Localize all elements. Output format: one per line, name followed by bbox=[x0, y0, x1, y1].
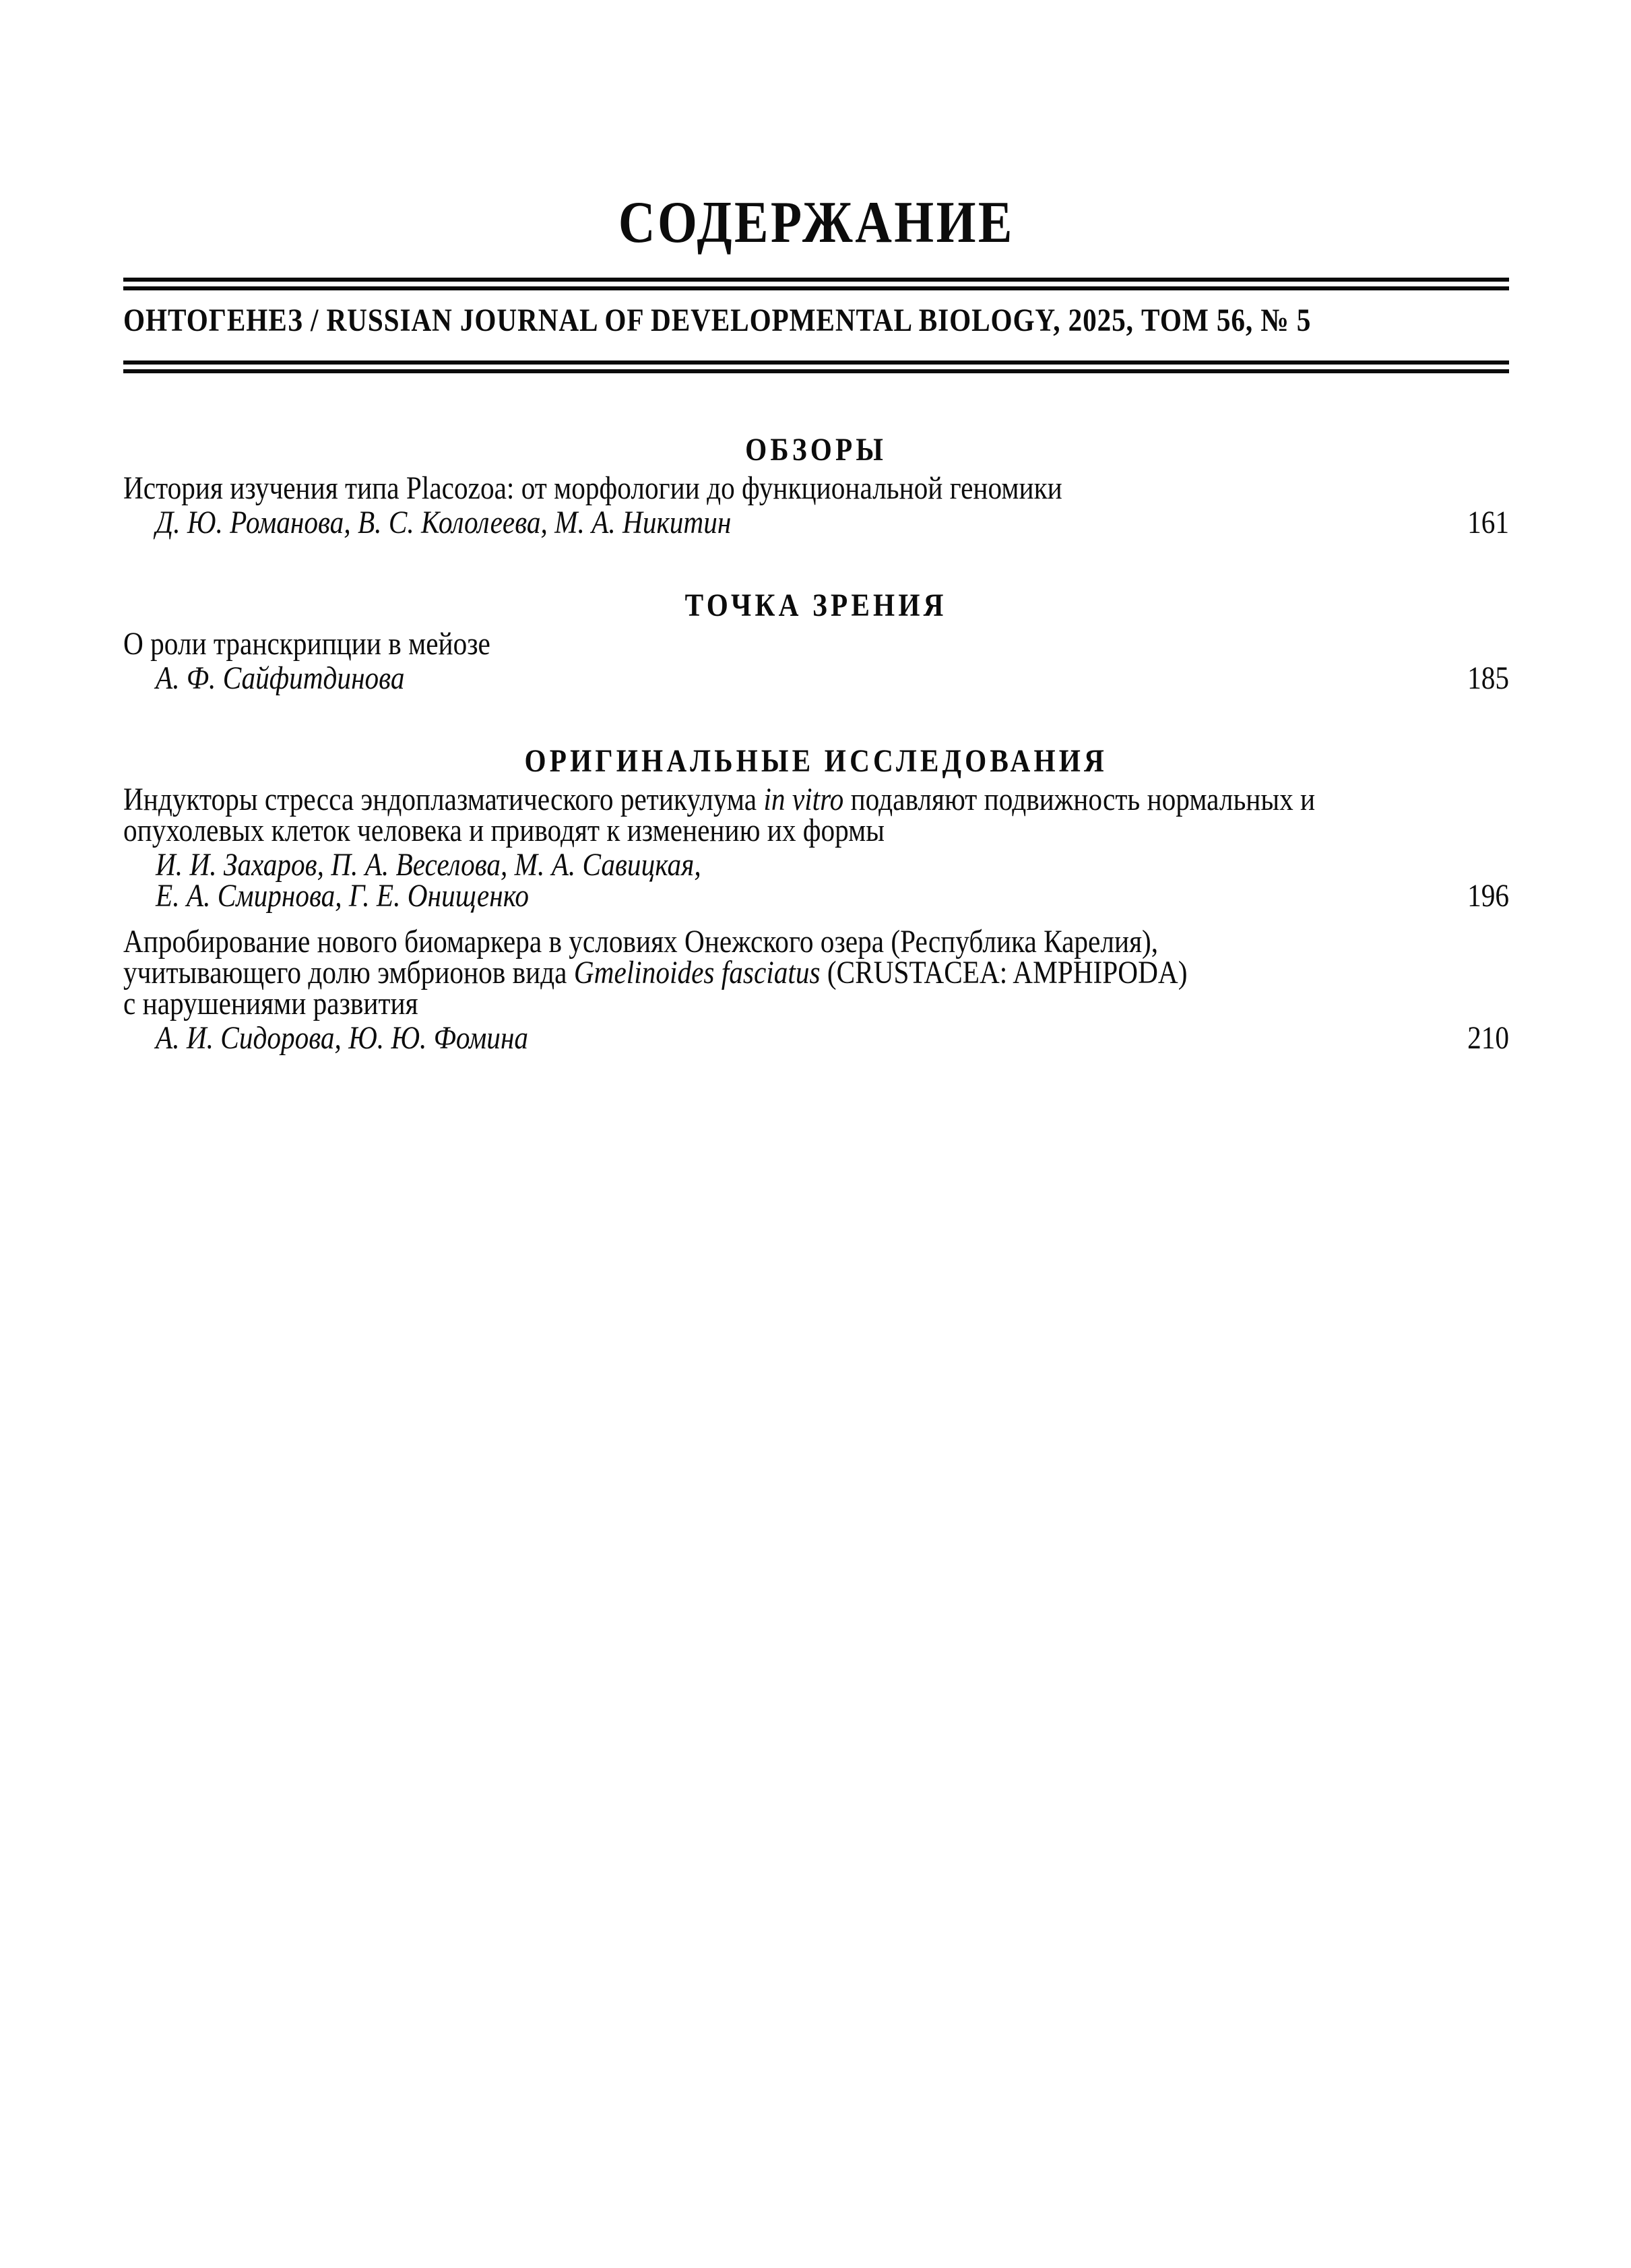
entry-page-number bbox=[1461, 878, 1509, 914]
entry-authors: А. Ф. Сайфитдинова bbox=[156, 660, 405, 696]
entry-author-row bbox=[123, 847, 1509, 883]
entry-title-line bbox=[123, 784, 1509, 815]
entry-title-run: (CRUSTACEA: AMPHIPODA) bbox=[820, 955, 1188, 990]
entry-title-run: опухолевых клеток человека и приводят к изменению их формы bbox=[123, 813, 885, 848]
entry-page-number-text: 185 bbox=[1467, 660, 1509, 696]
entry-authors: И. И. Захаров, П. А. Веселова, М. А. Савицкая, bbox=[156, 847, 701, 883]
entry-page-number-text: 196 bbox=[1467, 878, 1509, 914]
entry-authors: Д. Ю. Романова, В. С. Кололеева, М. А. Никитин bbox=[156, 505, 732, 540]
entry-title-line bbox=[123, 988, 1509, 1019]
entry-title-italic-run: in vitro bbox=[763, 782, 844, 817]
entry-page-number-text: 210 bbox=[1467, 1020, 1509, 1056]
entry-title-run: учитывающего долю эмбрионов вида bbox=[123, 955, 574, 990]
entry-page-number bbox=[1461, 507, 1509, 538]
entry-authors: Е. А. Смирнова, Г. Е. Онищенко bbox=[156, 878, 530, 914]
entry-title-text bbox=[123, 626, 490, 662]
entry-title-line bbox=[123, 926, 1509, 957]
toc-entry bbox=[123, 784, 1509, 912]
entry-author-row bbox=[123, 660, 1509, 696]
section-heading-text: ОРИГИНАЛЬНЫЕ ИССЛЕДОВАНИЯ bbox=[524, 743, 1108, 779]
journal-header-text: ОНТОГЕНЕЗ / RUSSIAN JOURNAL OF DEVELOPMENTAL BIOLOGY, 2025, ТОМ 56, № 5 bbox=[123, 303, 1312, 338]
entry-title-text bbox=[123, 784, 1315, 815]
entry-author-row bbox=[123, 507, 1509, 538]
entry-title-line bbox=[123, 470, 1509, 506]
entry-author-row bbox=[123, 878, 1509, 914]
entry-title-line bbox=[123, 626, 1509, 662]
entry-title-run: Индукторы стресса эндоплазматического ретикулума bbox=[123, 782, 764, 817]
journal-header bbox=[123, 303, 1509, 339]
entry-page-number bbox=[1461, 1020, 1509, 1056]
entry-authors-block bbox=[123, 507, 1509, 538]
divider-bottom bbox=[123, 360, 1509, 373]
entry-authors-block bbox=[123, 1020, 1509, 1056]
page-title bbox=[123, 191, 1509, 255]
entry-author-row bbox=[123, 1020, 1509, 1056]
entry-title-text bbox=[123, 815, 885, 846]
section-heading-text: ОБЗОРЫ bbox=[745, 432, 887, 468]
entry-title-text bbox=[123, 470, 1062, 506]
divider-top bbox=[123, 278, 1509, 290]
entry-title-text bbox=[123, 957, 1187, 988]
entry-title-line bbox=[123, 815, 1509, 846]
entry-title-line bbox=[123, 957, 1509, 988]
entry-page-number-text: 161 bbox=[1467, 505, 1509, 540]
entry-title-run: История изучения типа Placozoa: от морфологии до функциональной геномики bbox=[123, 470, 1062, 506]
toc-entry bbox=[123, 926, 1509, 1054]
page-title-text: СОДЕРЖАНИЕ bbox=[618, 190, 1015, 255]
section-heading bbox=[123, 433, 1509, 468]
entry-title-run: с нарушениями развития bbox=[123, 986, 418, 1021]
section-heading bbox=[123, 744, 1509, 779]
entry-title-run: Апробирование нового биомаркера в условиях Онежского озера (Республика Карелия), bbox=[123, 924, 1159, 959]
section-heading bbox=[123, 588, 1509, 623]
entry-authors-block bbox=[123, 847, 1509, 914]
entry-authors: А. И. Сидорова, Ю. Ю. Фомина bbox=[156, 1020, 529, 1056]
toc-sections bbox=[123, 433, 1509, 1054]
entry-title-italic-run: Gmelinoides fasciatus bbox=[573, 955, 821, 990]
entry-title-run: О роли транскрипции в мейозе bbox=[123, 626, 490, 662]
entry-page-number bbox=[1461, 660, 1509, 696]
entry-authors-block bbox=[123, 660, 1509, 696]
entry-title-text bbox=[123, 926, 1158, 957]
entry-title-run: подавляют подвижность нормальных и bbox=[843, 782, 1316, 817]
toc-entry bbox=[123, 470, 1509, 540]
entry-title-text bbox=[123, 988, 418, 1019]
toc-entry bbox=[123, 626, 1509, 696]
section-heading-text: ТОЧКА ЗРЕНИЯ bbox=[685, 588, 947, 623]
